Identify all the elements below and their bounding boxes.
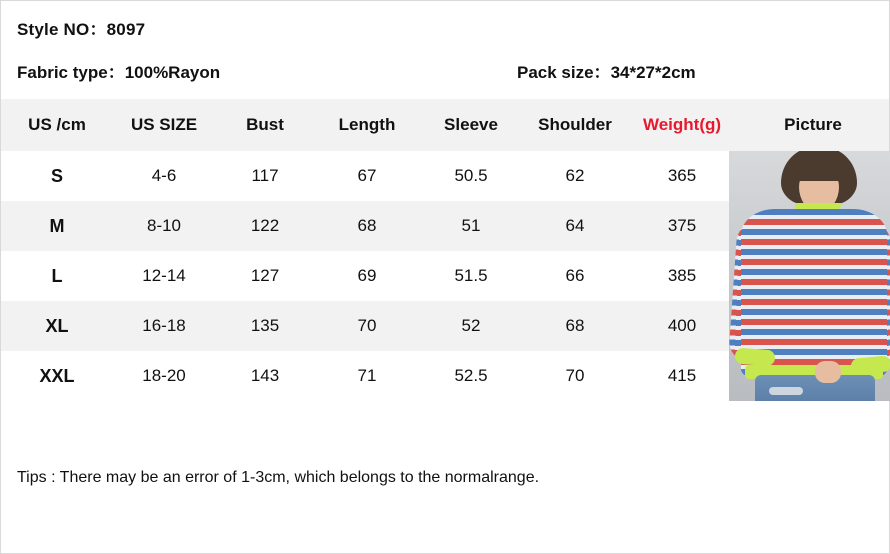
tips-note: Tips : There may be an error of 1-3cm, which belongs to the normalrange.: [17, 469, 540, 486]
cell-us-size: 8-10: [146, 216, 182, 235]
cell-bust: 143: [250, 366, 280, 385]
product-photo-image: [729, 151, 890, 401]
cell-weight: 415: [667, 366, 697, 385]
col-header-weight: Weight(g): [627, 99, 737, 151]
cell-length: 71: [357, 366, 377, 385]
col-header-length: Length: [315, 99, 419, 151]
jeans-distress-detail: [769, 387, 803, 395]
col-header-shoulder: Shoulder: [523, 99, 627, 151]
product-photo: [729, 151, 890, 401]
top-cuff-left: [734, 348, 775, 367]
cell-us-size: 4-6: [151, 166, 177, 185]
col-header-us-cm: US /cm: [1, 99, 113, 151]
cell-sleeve: 50.5: [454, 166, 488, 185]
cell-us-size: 18-20: [142, 366, 186, 385]
header-block: [1, 1, 889, 83]
fabric-type-value: 100%Rayon: [124, 63, 221, 82]
cell-bust: 117: [251, 166, 279, 185]
cell-length: 69: [357, 266, 377, 285]
cell-us-size: 16-18: [142, 316, 186, 335]
fabric-type-group: [17, 58, 517, 83]
cell-shoulder: 64: [565, 216, 585, 235]
cell-weight: 400: [667, 316, 697, 335]
cell-size: XXL: [39, 365, 75, 386]
cell-size: L: [51, 265, 63, 286]
col-header-us-size: US SIZE: [113, 99, 215, 151]
cell-sleeve: 52.5: [454, 366, 488, 385]
cell-bust: 122: [250, 216, 280, 235]
style-number-label: Style NO：: [17, 20, 107, 39]
size-table-body: [1, 151, 889, 401]
cell-bust: 127: [250, 266, 280, 285]
cell-sleeve: 51: [461, 216, 481, 235]
cell-shoulder: 62: [565, 166, 585, 185]
style-number-line: [17, 15, 873, 40]
cell-weight: 365: [667, 166, 697, 185]
cell-shoulder: 66: [565, 266, 585, 285]
pack-size-group: [517, 58, 873, 83]
size-table-head: [1, 99, 889, 151]
model-hand: [815, 361, 841, 383]
cell-size: XL: [45, 315, 69, 336]
cell-size: M: [49, 215, 65, 236]
col-header-picture: Picture: [737, 99, 889, 151]
cell-weight: 375: [667, 216, 697, 235]
col-header-bust: Bust: [215, 99, 315, 151]
cell-us-size: 12-14: [142, 266, 186, 285]
meta-line: [17, 58, 873, 83]
cell-bust: 135: [250, 316, 280, 335]
pack-size-label: Pack size：: [517, 63, 611, 82]
cell-weight: 385: [667, 266, 697, 285]
table-row: [1, 151, 889, 201]
cell-shoulder: 68: [565, 316, 585, 335]
cell-size: S: [50, 165, 63, 186]
style-number-value: 8097: [106, 20, 146, 39]
cell-sleeve: 52: [461, 316, 481, 335]
cell-length: 67: [357, 166, 377, 185]
pack-size-value: 34*27*2cm: [610, 63, 696, 82]
cell-shoulder: 70: [565, 366, 585, 385]
product-photo-cell: [737, 151, 889, 401]
cell-sleeve: 51.5: [454, 266, 488, 285]
size-table: [1, 99, 889, 401]
header-row: [1, 99, 889, 151]
col-header-sleeve: Sleeve: [419, 99, 523, 151]
cell-length: 68: [357, 216, 377, 235]
cell-length: 70: [357, 316, 377, 335]
fabric-type-label: Fabric type：: [17, 63, 125, 82]
